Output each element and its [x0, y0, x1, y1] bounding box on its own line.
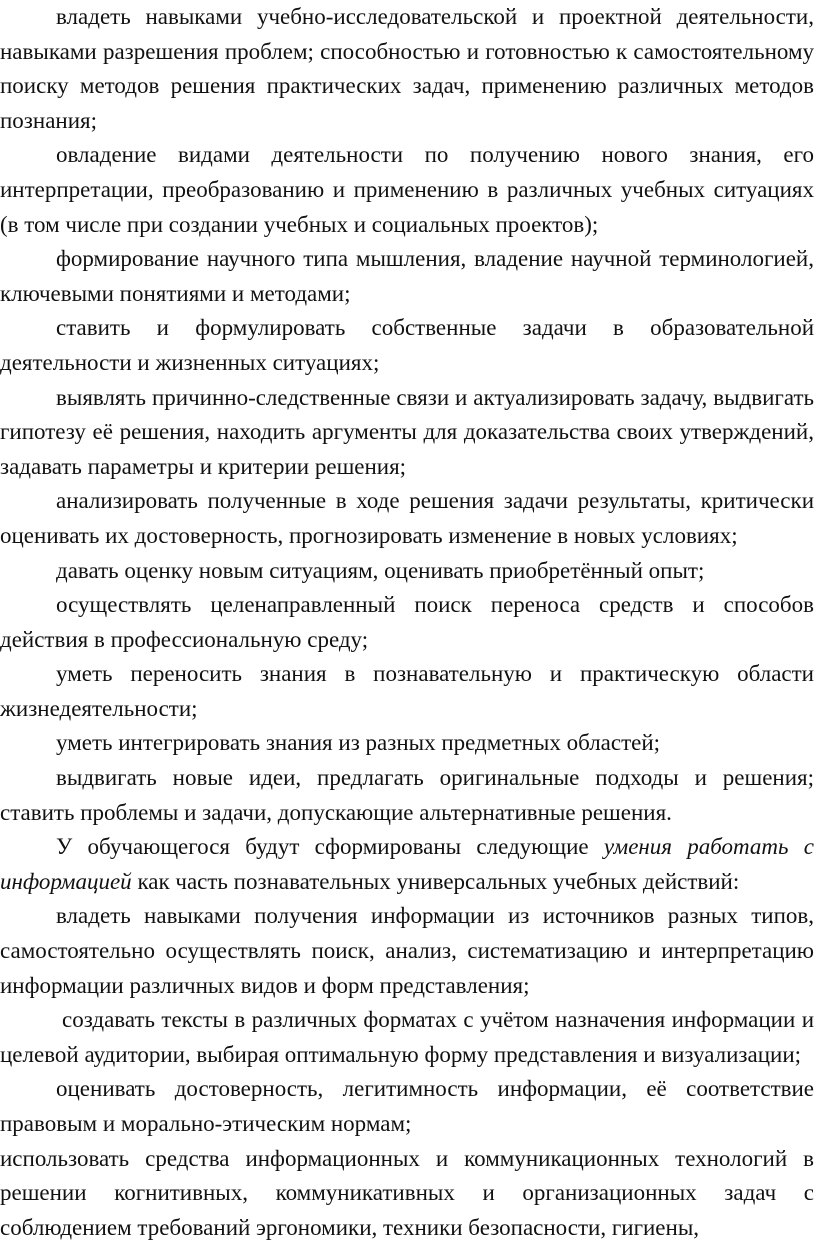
- paragraph-9: уметь переносить знания в познавательную и практическую области жизнедеятельности;: [0, 661, 814, 721]
- intro-before: У обучающегося будут сформированы следующие: [56, 834, 604, 860]
- paragraph-3: формирование научного типа мышления, владение научной терминологией, ключевыми понятиями и методами;: [0, 246, 814, 306]
- paragraph-7: давать оценку новым ситуациям, оценивать приобретённый опыт;: [56, 557, 705, 583]
- paragraph-1: владеть навыками учебно-исследовательской и проектной деятельности, навыками разрешения проблем; способностью и готовностью к самостоятельному поиску методов решения практических задач, применению различных методов познания;: [0, 4, 814, 133]
- paragraph-2: овладение видами деятельности по получению нового знания, его интерпретации, преобразованию и применению в различных учебных ситуациях (в том числе при создании учебных и социальных проектов);: [0, 142, 814, 237]
- intro-paragraph: [0, 830, 814, 899]
- paragraph-11: выдвигать новые идеи, предлагать оригинальные подходы и решения; ставить проблемы и задачи, допускающие альтернативные решения.: [0, 765, 814, 825]
- paragraph-13: владеть навыками получения информации из источников разных типов, самостоятельно осуществлять поиск, анализ, систематизацию и интерпретацию информации различных видов и форм представления;: [0, 903, 814, 998]
- paragraph-10: уметь интегрировать знания из разных предметных областей;: [56, 730, 661, 756]
- paragraph-8: осуществлять целенаправленный поиск переноса средств и способов действия в профессиональную среду;: [0, 592, 814, 652]
- paragraph-14: создавать тексты в различных форматах с учётом назначения информации и целевой аудитории, выбирая оптимальную форму представления и визуализации;: [0, 1007, 814, 1067]
- paragraph-16: использовать средства информационных и коммуникационных технологий в решении когнитивных, коммуникативных и организационных задач с соблюдением требований эргономики, техники безопасности, гигиены,: [0, 1145, 814, 1240]
- intro-emphasis: умения работать с информацией: [0, 834, 814, 894]
- paragraph-4: ставить и формулировать собственные задачи в образовательной деятельности и жизненных ситуациях;: [0, 315, 814, 375]
- paragraph-5: выявлять причинно-следственные связи и актуализировать задачу, выдвигать гипотезу её решения, находить аргументы для доказательства своих утверждений, задавать параметры и критерии решения;: [0, 384, 814, 479]
- paragraph-15: оценивать достоверность, легитимность информации, её соответствие правовым и морально-этическим нормам;: [0, 1076, 814, 1136]
- intro-after: как часть познавательных универсальных учебных действий:: [131, 868, 740, 894]
- paragraph-6: анализировать полученные в ходе решения задачи результаты, критически оценивать их достоверность, прогнозировать изменение в новых условиях;: [0, 488, 814, 548]
